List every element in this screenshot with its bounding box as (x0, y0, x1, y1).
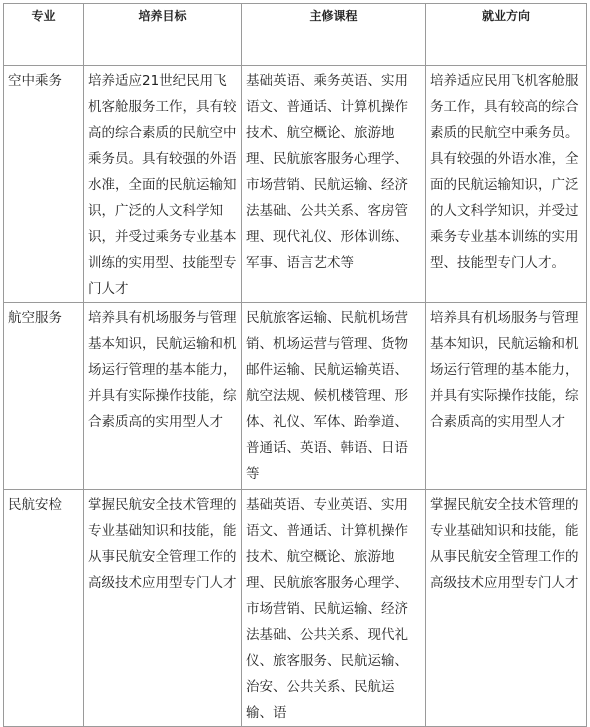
major-cell: 民航安检 (4, 490, 84, 727)
curriculum-table (3, 3, 587, 727)
goal-cell: 掌握民航安全技术管理的专业基础知识和技能，能从事民航安全管理工作的高级技术应用型专门人才 (84, 490, 242, 727)
table-body (4, 66, 587, 727)
courses-cell: 民航旅客运输、民航机场营销、机场运营与管理、货物邮件运输、民航运输英语、航空法规、候机楼管理、形体、礼仪、军体、跆拳道、普通话、英语、韩语、日语等 (242, 303, 426, 490)
table-row (4, 490, 587, 727)
table-row (4, 303, 587, 490)
header-training-goal: 培养目标 (84, 4, 242, 66)
goal-cell: 培养具有机场服务与管理基本知识，民航运输和机场运行管理的基本能力，并具有实际操作技能，综合素质高的实用型人才 (84, 303, 242, 490)
courses-cell: 基础英语、专业英语、实用语文、普通话、计算机操作技术、航空概论、旅游地理、民航旅客服务心理学、市场营销、民航运输、经济法基础、公共关系、现代礼仪、旅客服务、民航运输、治安、公共关系、民航运输、语 (242, 490, 426, 727)
table-header (4, 4, 587, 66)
header-row (4, 4, 587, 66)
table-row (4, 66, 587, 303)
career-cell: 培养具有机场服务与管理基本知识，民航运输和机场运行管理的基本能力，并具有实际操作技能，综合素质高的实用型人才 (426, 303, 587, 490)
major-cell: 空中乘务 (4, 66, 84, 303)
header-major: 专业 (4, 4, 84, 66)
header-main-courses: 主修课程 (242, 4, 426, 66)
header-career-direction: 就业方向 (426, 4, 587, 66)
goal-cell: 培养适应21世纪民用飞机客舱服务工作，具有较高的综合素质的民航空中乘务员。具有较强的外语水准，全面的民航运输知识，广泛的人文科学知识，并受过乘务专业基本训练的实用型、技能型专门人才 (84, 66, 242, 303)
career-cell: 培养适应民用飞机客舱服务工作，具有较高的综合素质的民航空中乘务员。具有较强的外语水准，全面的民航运输知识，广泛的人文科学知识，并受过乘务专业基本训练的实用型、技能型专门人才。 (426, 66, 587, 303)
courses-cell: 基础英语、乘务英语、实用语文、普通话、计算机操作技术、航空概论、旅游地理、民航旅客服务心理学、市场营销、民航运输、经济法基础、公共关系、客房管理、现代礼仪、形体训练、军事、语言艺术等 (242, 66, 426, 303)
career-cell: 掌握民航安全技术管理的专业基础知识和技能，能从事民航安全管理工作的高级技术应用型专门人才 (426, 490, 587, 727)
major-cell: 航空服务 (4, 303, 84, 490)
